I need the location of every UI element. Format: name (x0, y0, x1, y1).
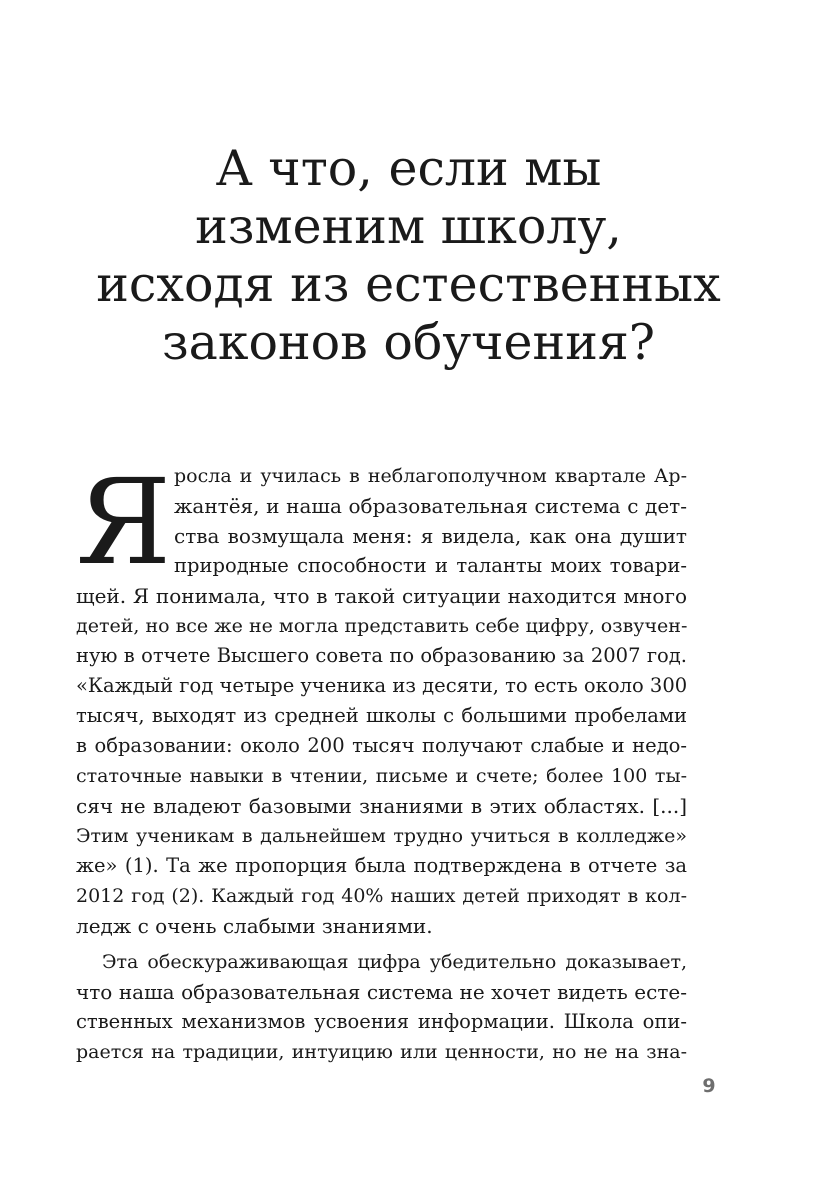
paragraph-2 (76, 947, 687, 1067)
text-line: тысяч, выходят из средней школы с большими пробелами (76, 704, 687, 727)
drop-cap: Я (76, 453, 172, 591)
title-line: законов обучения? (161, 314, 656, 371)
text-line: щей. Я понимала, что в такой ситуации находится много (76, 584, 687, 608)
text-line: «Каждый год четыре ученика из десяти, то есть около 300 (76, 674, 687, 697)
text-line: ственных механизмов усвоения информации. Школа опи- (76, 1010, 687, 1033)
text-line: ную в отчете Высшего совета по образованию за 2007 год. (76, 644, 687, 667)
text-line: статочные навыки в чтении, письме и счете; более 100 ты- (76, 765, 687, 787)
text-line: сяч не владеют базовыми знаниями в этих областях. [...] (76, 794, 687, 818)
text-line: детей, но все же не могла представить себе цифру, озвучен- (76, 615, 687, 637)
chapter-title (40, 140, 777, 372)
text-line: жантёя, и наша образовательная система с дет- (174, 494, 687, 518)
text-line: росла и училась в неблагополучном квартале Ар- (174, 465, 687, 487)
text-line: 2012 год (2). Каждый год 40% наших детей приходят в кол- (76, 885, 687, 907)
text-line: ледж с очень слабыми знаниями. (76, 914, 433, 938)
page-number: 9 (702, 1075, 716, 1097)
text-line: же» (1). Та же пропорция была подтверждена в отчете за (76, 854, 687, 877)
text-line: что наша образовательная система не хочет видеть есте- (76, 980, 687, 1004)
text-line: природные способности и таланты моих товари- (174, 554, 687, 577)
text-line: в образовании: около 200 тысяч получают слабые и недо- (76, 734, 687, 757)
title-line: А что, если мы (215, 140, 602, 197)
body-text (76, 453, 687, 1067)
text-line: ства возмущала меня: я видела, как она душит (174, 524, 687, 548)
title-line: исходя из естественных (96, 256, 721, 313)
title-line: изменим школу, (195, 198, 622, 255)
text-line: Этим ученикам в дальнейшем трудно учиться в колледже» (76, 825, 687, 847)
text-line: рается на традиции, интуицию или ценности, но не на зна- (76, 1041, 687, 1063)
text-line: Эта обескураживающая цифра убедительно доказывает, (102, 951, 687, 973)
